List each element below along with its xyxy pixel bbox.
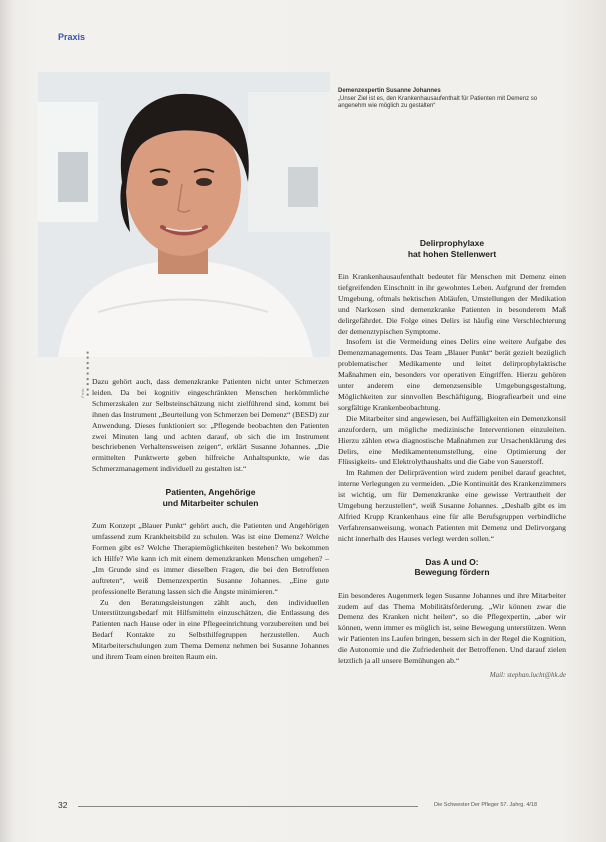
left-paragraph-3: Zu den Beratungsleistungen zählt auch, den individuellen Unterstützungsbedarf mit Hilfsmitteln einzuschätzen, die Entlassung des Patienten nach Hause oder in eine Pflegeeinrichtung vorzubereiten und bei Bedarf Kontakte zu Selbsthilfegruppen herzustellen. Auch Mitarbeiterschulungen zum Thema Demenz nehmen bei Susanne Johannes und ihrem Team einen breiten Raum ein. [92,597,329,662]
caption-text: „Unser Ziel ist es, den Krankenhausaufenthalt für Patienten mit Demenz so angenehm wie möglich zu gestalten“ [338,95,538,109]
portrait-illustration [38,72,330,357]
subheading-patienten: Patienten, Angehörige und Mitarbeiter schulen [162,487,259,508]
section-label: Praxis [58,32,86,42]
page-number: 32 [58,800,68,810]
subheading-bewegung: Das A und O: Bewegung fördern [414,556,490,578]
right-paragraph-4: Im Rahmen der Delirprävention wird zudem penibel darauf geachtet, interne Verlegungen zu vermeiden. „Die Kontinuität des Krankenzimmers ist wichtig, um für Demenzkranke eine gewisse Vertrautheit der Umgebung herzustellen“, weiß Susanne Johannes. „Deshalb gibt es im Alfried Krupp Krankenhaus eine für alle Berufsgruppen verbindliche Verfahrensanweisung, wonach Patienten mit Demenz und Delirvorgang nicht innerhalb des Hauses verlegt werden sollen.“ [338,468,566,543]
photo-credit: Foto: ■■■■■■■■■ [80,350,90,398]
portrait-photo [38,72,330,398]
left-paragraph-1: Dazu gehört auch, dass demenzkranke Patienten nicht unter Schmerzen leiden. Da bei kognitiv eingeschränkten Menschen herkömmliche Schmerzskalen zur Selbsteinschätzung nicht zielführend sind, kommt bei ihnen das Instrument „Beurteilung von Schmerzen bei Demenz“ (BESD) zur Anwendung. Dieses funktioniert so: „Pflegende beobachten den Patienten zwei Minuten lang und achten darauf, ob sich die im Instrument beschriebenen Verhaltensweisen zeigen“, erklärt Susanne Johannes. „Die ermittelten Punktwerte geben hilfreiche Anhaltspunkte, wie das Schmerzmanagement individuell zu gestalten ist.“ [92,377,329,474]
right-column [338,238,566,681]
author-contact: Mail: stephan.lucht@hk.de [489,671,566,679]
footer-rule [78,806,418,807]
right-paragraph-3: Die Mitarbeiter sind angewiesen, bei Auffälligkeiten ein Demenzkonsil anzufordern, um mögliche medizinische Interventionen einzuleiten. Hierzu zählen etwa diagnostische Maßnahmen zur Ursachenklärung des Delirs, eine Medikamentenumstellung, eine Optimierung der Flüssigkeits- und Elektrolythaushalts und die Gabe von Sauerstoff. [338,413,566,467]
left-paragraph-2: Zum Konzept „Blauer Punkt“ gehört auch, die Patienten und Angehörigen umfassend zum Krankheitsbild zu schulen. Was ist eine Demenz? Welche Formen gibt es? Welche Therapiemöglichkeiten bestehen? Wo bekommen ich Hilfe? Wie kann ich mit einem demenzkranken Menschen umgehen? – „Im Grunde sind es immer dieselben Fragen, die bei den Betroffenen auftreten“, weiß Demenzexpertin Susanne Johannes. „Eine gute professionelle Beratung lassen sich die Ängste minimieren.“ [92,521,329,596]
journal-reference: Die Schwester Der Pfleger 57. Jahrg. 4/18 [434,802,538,808]
caption-title: Demenzexpertin Susanne Johannes [338,88,441,94]
right-paragraph-1: Ein Krankenhausaufenthalt bedeutet für Menschen mit Demenz einen tiefgreifenden Einschnitt in ihr gewohntes Leben. Aufgrund der fremden Umgebung, oftmals hektischen Abläufen, Umstellungen der Medikation und Narkosen sind demenzkranke Patienten in besonderem Maß delirgefährdet. Die Folge eines Delirs ist häufig eine Verschlechterung der demenztypischen Symptome. [338,272,566,336]
subheading-delir: Delirprophylaxe hat hohen Stellenwert [407,238,497,259]
photo-caption [338,88,538,111]
left-column [92,377,329,663]
right-paragraph-2: Insofern ist die Vermeidung eines Delirs eine weitere Aufgabe des Demenzmanagements. Das Team „Blauer Punkt“ berät gezielt bezüglich problematischer Medikamente und leitet delirprophylaktische Maßnahmen ein, besonders vor operativen Eingriffen. Hierzu gehören unter anderem eine demenzsensible Umgebungsgestaltung, Möglichkeiten zur sinnvollen Beschäftigung, Biografiearbeit und eine sorgfältige Krankenbeobachtung. [338,337,566,412]
right-paragraph-5: Ein besonderes Augenmerk legen Susanne Johannes und ihre Mitarbeiter zudem auf das Thema Mobilitätsförderung. „Wir können zwar die Demenz des Kranken nicht heilen“, so die Pflegexpertin, „aber wir können, wenn immer es möglich ist, seine Bewegung unterstützen. Wenn wir Patienten ins Laufen bringen, bessern sich in der Regel die Kognition, die Autonomie und die Zufriedenheit der Betroffenen. Und darauf zielen letztlich ja all unsere Bemühungen ab.“ [338,590,566,666]
